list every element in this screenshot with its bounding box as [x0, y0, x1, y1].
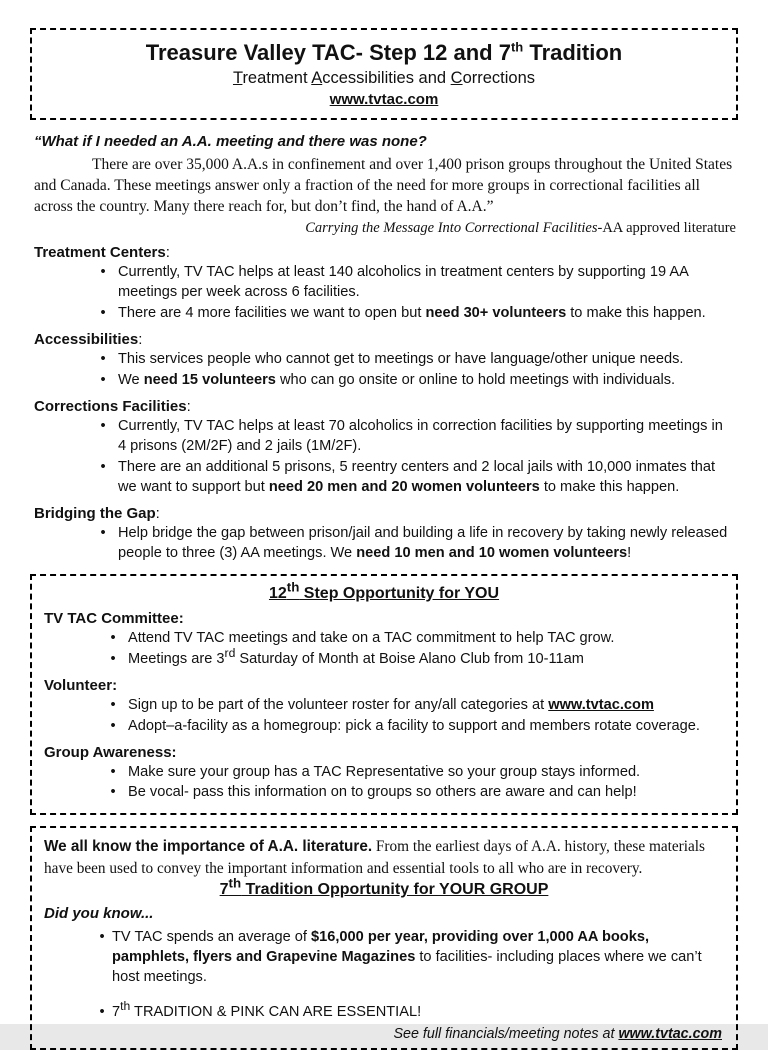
heading-text: Bridging the Gap	[34, 504, 156, 522]
bullet-icon: •	[100, 417, 106, 434]
text-segment: There are 4 more facilities we want to open but	[118, 304, 426, 321]
text-segment: Saturday of Month at Boise Alano Club from 10-11am	[235, 650, 584, 667]
bullet-icon: •	[100, 458, 106, 475]
list-item	[44, 998, 724, 1023]
heading-colon: :	[155, 504, 160, 522]
bullet-icon: •	[99, 928, 105, 945]
text-segment: who can go onsite or online to hold meetings with individuals.	[275, 371, 676, 388]
list-item	[30, 263, 738, 303]
bullet-text	[118, 304, 738, 324]
heading-colon: :	[165, 243, 170, 261]
title-text: Treasure Valley TAC- Step 12 and 7	[145, 40, 511, 65]
bullet-text	[112, 998, 724, 1023]
text-segment: TRADITION & PINK CAN ARE ESSENTIAL!	[130, 1003, 422, 1020]
step12-box-heading	[44, 579, 724, 603]
subtitle-text: orrections	[462, 68, 536, 87]
bullet-text: Currently, TV TAC helps at least 70 alcoholics in correction facilities by supporting meetings in 4 prisons (2M/2F) and 2 jails (1M/2F).	[118, 417, 723, 454]
bullet-icon: •	[99, 1003, 105, 1020]
heading-text-tail: Step Opportunity for YOU	[299, 584, 500, 602]
text-bold-segment: need 30+ volunteers	[425, 304, 567, 321]
heading-ordinal-sup: th	[286, 579, 300, 595]
section-heading-corrections	[34, 398, 738, 415]
bullet-icon: •	[100, 371, 106, 388]
heading-underlined	[219, 875, 549, 898]
list-item	[30, 304, 738, 324]
text-bold-segment: need 15 volunteers	[143, 371, 276, 388]
bullet-text: Be vocal- pass this information on to groups so others are aware and can help!	[128, 784, 637, 801]
text-bold-segment: need 10 men and 10 women volunteers	[356, 544, 628, 561]
bullet-text	[118, 524, 738, 564]
website-link[interactable]: www.tvtac.com	[618, 1025, 722, 1042]
list-item	[44, 763, 724, 783]
ordinal-sup: rd	[224, 645, 236, 660]
intro-rest: From the earliest days of A.A. history, these materials have been used to convey the important information and essential tools to all who are in recovery.	[44, 838, 706, 877]
heading-underlined	[268, 579, 500, 602]
bullet-icon: •	[100, 350, 106, 367]
website-link[interactable]: www.tvtac.com	[329, 90, 439, 108]
quote-attribution	[30, 220, 736, 237]
text-segment: Sign up to be part of the volunteer roster for any/all categories at	[128, 696, 549, 713]
intro-bold-lead: We all know the importance of A.A. literature.	[44, 838, 373, 856]
bullet-text	[118, 371, 738, 391]
attribution-title: Carrying the Message Into Correctional Facilities	[305, 219, 598, 236]
text-segment: Help bridge the gap between prison/jail and building a life in recovery by taking newly released people to three (3) AA meetings. We	[118, 524, 728, 561]
heading-text: Treatment Centers	[34, 243, 166, 261]
list-item	[30, 350, 738, 370]
list-item	[30, 371, 738, 391]
subtitle-text: ccessibilities and	[322, 68, 451, 87]
text-segment: to facilities- including places where we can’t host meetings.	[112, 948, 702, 985]
list-item	[44, 928, 724, 988]
text-segment: See full financials/meeting notes at	[393, 1025, 619, 1042]
subtitle-initial-a: A	[311, 68, 323, 87]
section-heading-awareness: Group Awareness:	[44, 743, 177, 761]
text-segment: 7	[112, 1003, 121, 1020]
heading-text: Corrections Facilities	[34, 397, 187, 415]
bullet-icon: •	[100, 263, 106, 280]
org-subtitle	[40, 69, 728, 88]
bullet-icon: •	[110, 696, 116, 713]
subtitle-text: reatment	[242, 68, 312, 87]
subtitle-initial-c: C	[450, 68, 463, 87]
bullet-icon: •	[110, 784, 116, 801]
section-heading-committee: TV TAC Committee:	[44, 609, 184, 627]
text-segment: to make this happen.	[539, 478, 680, 495]
text-bold-segment: $16,000 per year, providing over 1,000 AA books, pamphlets, flyers and Grapevine Magazines	[112, 928, 650, 965]
quote-body: There are over 35,000 A.A.s in confinement and over 1,400 prison groups throughout the United States and Canada. These meetings answer only a fraction of the need for more groups in correctional facilities all across the country. Many there reach for, but don’t find, the hand of A.A.”	[34, 155, 733, 215]
text-segment: We	[118, 371, 144, 388]
list-item	[30, 524, 738, 564]
tradition-box-heading	[44, 875, 724, 899]
bullet-icon: •	[110, 629, 116, 646]
bullet-icon: •	[110, 717, 116, 734]
bullet-text: Currently, TV TAC helps at least 140 alcoholics in treatment centers by supporting 19 AA meetings per week across 6 facilities.	[118, 263, 688, 300]
section-heading-treatment	[34, 244, 738, 261]
header-box	[30, 28, 738, 120]
text-bold-segment: need 20 men and 20 women volunteers	[268, 478, 540, 495]
step12-opportunity-box	[30, 574, 738, 816]
attribution-rest: -AA approved literature	[597, 219, 736, 236]
heading-colon: :	[138, 330, 143, 348]
list-item	[44, 696, 724, 716]
bullet-text	[118, 458, 738, 498]
list-item	[44, 645, 724, 670]
text-segment: There are an additional 5 prisons, 5 reentry centers and 2 local jails with 10,000 inmates that we want to support but	[118, 458, 716, 495]
heading-text: 7	[219, 880, 229, 898]
spacer	[44, 991, 724, 1000]
bullet-text: Attend TV TAC meetings and take on a TAC commitment to help TAC grow.	[128, 629, 615, 646]
section-heading-accessibilities	[34, 331, 738, 348]
website-link[interactable]: www.tvtac.com	[548, 696, 654, 713]
page-title	[40, 39, 728, 67]
bullet-text: Adopt–a-facility as a homegroup: pick a facility to support and members rotate coverage.	[128, 717, 700, 734]
text-segment: Meetings are 3	[128, 650, 225, 667]
bullet-text: Make sure your group has a TAC Representative so your group stays informed.	[128, 763, 641, 780]
text-segment: to make this happen.	[566, 304, 706, 321]
list-item	[44, 629, 724, 649]
heading-text: 12	[268, 584, 287, 602]
text-segment: !	[627, 544, 632, 561]
title-text-tail: Tradition	[523, 40, 623, 65]
ordinal-sup: th	[120, 998, 131, 1013]
bullet-text	[128, 696, 724, 716]
tradition-opportunity-box	[30, 826, 738, 1049]
subtitle-initial-t: T	[232, 68, 243, 87]
list-item	[44, 717, 724, 737]
list-item	[30, 458, 738, 498]
list-item	[44, 783, 724, 803]
heading-text-tail: Tradition Opportunity for YOUR GROUP	[241, 880, 549, 898]
section-heading-bridging	[34, 505, 738, 522]
bullet-text	[112, 928, 724, 988]
bullet-text: This services people who cannot get to meetings or have language/other unique needs.	[118, 350, 684, 367]
bullet-icon: •	[100, 304, 106, 321]
literature-intro	[44, 836, 724, 878]
section-heading-volunteer: Volunteer:	[44, 676, 118, 694]
financials-note	[44, 1026, 724, 1042]
heading-text: Accessibilities	[34, 330, 139, 348]
bullet-icon: •	[110, 763, 116, 780]
list-item	[30, 417, 738, 457]
heading-colon: :	[186, 397, 191, 415]
heading-ordinal-sup: th	[228, 875, 242, 891]
bullet-icon: •	[110, 650, 116, 667]
bullet-text	[128, 645, 724, 670]
quote-heading: “What if I needed an A.A. meeting and there was none?	[34, 132, 427, 150]
bullet-icon: •	[100, 524, 106, 541]
text-segment: TV TAC spends an average of	[112, 928, 312, 945]
website-link-line	[40, 91, 728, 108]
did-you-know-label: Did you know...	[44, 904, 154, 922]
title-ordinal-sup: th	[510, 39, 524, 55]
